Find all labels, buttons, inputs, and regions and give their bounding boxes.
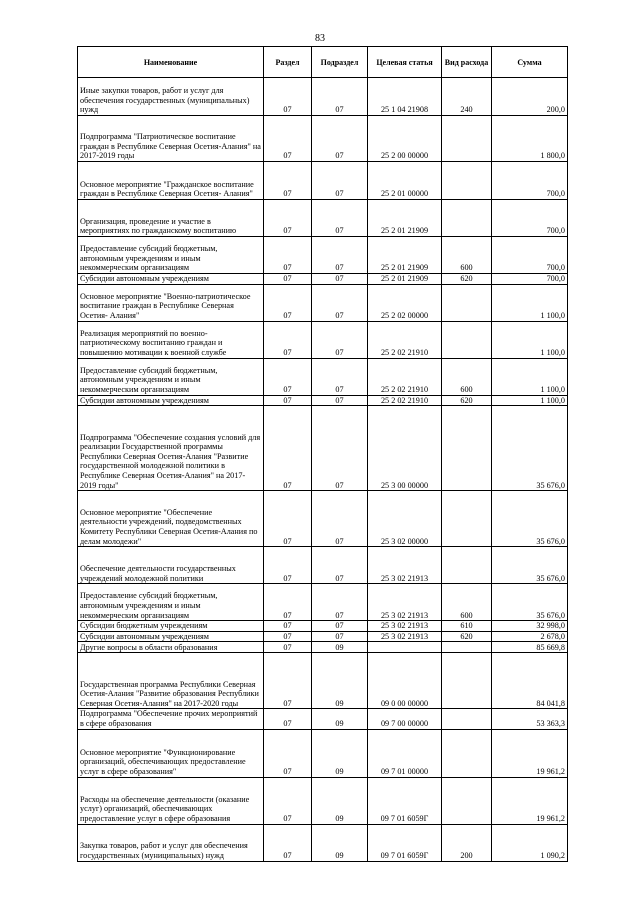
row-name: Подпрограмма "Обеспечение создания условий для реализации Государственной программы Республики Северная Осетия-Алания "Развитие государственной молодежной политики в Республике Северная Осетия-Алания" на 2017-2019 годы" [78, 406, 264, 491]
budget-table [77, 46, 568, 862]
row-name: Предоставление субсидий бюджетным, автономным учреждениям и иным некоммерческим организациям [78, 358, 264, 395]
row-target-article: 25 2 02 21910 [368, 321, 442, 358]
table-row [78, 621, 568, 632]
row-sum: 35 676,0 [492, 491, 568, 547]
table-row [78, 321, 568, 358]
row-sum: 53 363,3 [492, 709, 568, 729]
row-sum: 1 100,0 [492, 284, 568, 321]
row-sum: 1 090,2 [492, 824, 568, 861]
row-sum: 35 676,0 [492, 547, 568, 584]
header-name: Наименование [78, 47, 264, 78]
row-target-article: 25 3 02 00000 [368, 491, 442, 547]
row-subsection: 07 [312, 78, 368, 116]
row-section: 07 [264, 729, 312, 777]
row-target-article [368, 642, 442, 653]
row-expense-kind [442, 547, 492, 584]
row-subsection: 07 [312, 621, 368, 632]
row-target-article: 25 3 02 21913 [368, 631, 442, 642]
row-subsection: 07 [312, 631, 368, 642]
header-subsection: Подраздел [312, 47, 368, 78]
row-sum: 2 678,0 [492, 631, 568, 642]
row-sum: 19 961,2 [492, 777, 568, 824]
row-sum: 85 669,8 [492, 642, 568, 653]
row-target-article: 25 3 02 21913 [368, 584, 442, 621]
row-name: Иные закупки товаров, работ и услуг для обеспечения государственных (муниципальных) нужд [78, 78, 264, 116]
row-expense-kind [442, 116, 492, 162]
row-section: 07 [264, 642, 312, 653]
row-target-article: 25 3 02 21913 [368, 621, 442, 632]
row-section: 07 [264, 321, 312, 358]
row-name: Предоставление субсидий бюджетным, автономным учреждениям и иным некоммерческим организациям [78, 584, 264, 621]
row-name: Основное мероприятие "Гражданское воспитание граждан в Республике Северная Осетия- Алания" [78, 162, 264, 200]
table-row [78, 824, 568, 861]
row-section: 07 [264, 709, 312, 729]
row-expense-kind [442, 653, 492, 709]
row-section: 07 [264, 78, 312, 116]
row-name: Другие вопросы в области образования [78, 642, 264, 653]
table-row [78, 547, 568, 584]
row-subsection: 07 [312, 284, 368, 321]
row-expense-kind: 610 [442, 621, 492, 632]
row-target-article: 25 2 02 21910 [368, 395, 442, 406]
row-subsection: 07 [312, 358, 368, 395]
row-section: 07 [264, 162, 312, 200]
row-sum: 32 998,0 [492, 621, 568, 632]
row-section: 07 [264, 491, 312, 547]
row-expense-kind [442, 200, 492, 237]
row-expense-kind [442, 321, 492, 358]
row-sum: 35 676,0 [492, 406, 568, 491]
row-expense-kind: 620 [442, 274, 492, 285]
table-row [78, 78, 568, 116]
row-expense-kind: 200 [442, 824, 492, 861]
row-subsection: 07 [312, 547, 368, 584]
row-name: Предоставление субсидий бюджетным, автономным учреждениям и иным некоммерческим организациям [78, 237, 264, 274]
row-subsection: 07 [312, 491, 368, 547]
row-section: 07 [264, 547, 312, 584]
row-section: 07 [264, 777, 312, 824]
row-subsection: 09 [312, 824, 368, 861]
row-subsection: 07 [312, 162, 368, 200]
table-row [78, 274, 568, 285]
table-row [78, 653, 568, 709]
row-expense-kind [442, 162, 492, 200]
row-subsection: 09 [312, 653, 368, 709]
row-subsection: 07 [312, 321, 368, 358]
row-target-article: 25 1 04 21908 [368, 78, 442, 116]
row-expense-kind [442, 491, 492, 547]
table-row [78, 358, 568, 395]
row-sum: 1 100,0 [492, 358, 568, 395]
row-target-article: 09 7 01 6059Г [368, 824, 442, 861]
row-target-article: 25 3 00 00000 [368, 406, 442, 491]
row-target-article: 25 2 00 00000 [368, 116, 442, 162]
table-row [78, 284, 568, 321]
row-name: Основное мероприятие "Функционирование организаций, обеспечивающих предоставление услуг в сфере образования" [78, 729, 264, 777]
row-expense-kind [442, 729, 492, 777]
row-subsection: 07 [312, 395, 368, 406]
row-expense-kind [442, 709, 492, 729]
row-target-article: 09 0 00 00000 [368, 653, 442, 709]
row-target-article: 25 2 01 21909 [368, 237, 442, 274]
table-row [78, 729, 568, 777]
row-target-article: 25 2 02 00000 [368, 284, 442, 321]
row-expense-kind: 620 [442, 631, 492, 642]
row-expense-kind [442, 642, 492, 653]
row-section: 07 [264, 284, 312, 321]
table-row [78, 162, 568, 200]
table-row [78, 406, 568, 491]
row-subsection: 07 [312, 406, 368, 491]
row-expense-kind: 600 [442, 358, 492, 395]
table-row [78, 777, 568, 824]
row-subsection: 09 [312, 642, 368, 653]
row-sum: 700,0 [492, 200, 568, 237]
row-target-article: 09 7 01 00000 [368, 729, 442, 777]
row-name: Расходы на обеспечение деятельности (оказание услуг) организаций, обеспечивающих предоставление услуг в сфере образования [78, 777, 264, 824]
row-expense-kind: 600 [442, 584, 492, 621]
row-name: Организация, проведение и участие в мероприятиях по гражданскому воспитанию [78, 200, 264, 237]
row-section: 07 [264, 621, 312, 632]
row-section: 07 [264, 116, 312, 162]
row-name: Субсидии бюджетным учреждениям [78, 621, 264, 632]
row-subsection: 09 [312, 729, 368, 777]
row-section: 07 [264, 584, 312, 621]
header-expense-kind: Вид расхода [442, 47, 492, 78]
row-target-article: 25 2 01 21909 [368, 200, 442, 237]
row-name: Государственная программа Республики Северная Осетия-Алания "Развитие образования Республики Северная Осетия-Алания" на 2017-2020 годы [78, 653, 264, 709]
row-name: Основное мероприятие "Военно-патриотическое воспитание граждан в Республике Северная Осетия- Алания" [78, 284, 264, 321]
row-target-article: 25 2 01 00000 [368, 162, 442, 200]
row-section: 07 [264, 200, 312, 237]
row-subsection: 07 [312, 116, 368, 162]
row-expense-kind: 620 [442, 395, 492, 406]
row-sum: 19 961,2 [492, 729, 568, 777]
page-number: 83 [315, 33, 325, 44]
row-target-article: 09 7 01 6059Г [368, 777, 442, 824]
row-name: Субсидии автономным учреждениям [78, 395, 264, 406]
row-sum: 200,0 [492, 78, 568, 116]
header-section: Раздел [264, 47, 312, 78]
row-section: 07 [264, 406, 312, 491]
row-name: Подпрограмма "Патриотическое воспитание граждан в Республике Северная Осетия-Алания" на 2017-2019 годы [78, 116, 264, 162]
row-sum: 84 041,8 [492, 653, 568, 709]
row-name: Субсидии автономным учреждениям [78, 274, 264, 285]
row-target-article: 25 3 02 21913 [368, 547, 442, 584]
table-row [78, 395, 568, 406]
row-target-article: 25 2 02 21910 [368, 358, 442, 395]
row-section: 07 [264, 358, 312, 395]
table-row [78, 642, 568, 653]
row-sum: 1 800,0 [492, 116, 568, 162]
row-section: 07 [264, 653, 312, 709]
row-expense-kind [442, 284, 492, 321]
table-row [78, 709, 568, 729]
row-subsection: 09 [312, 709, 368, 729]
row-sum: 1 100,0 [492, 321, 568, 358]
row-section: 07 [264, 395, 312, 406]
row-subsection: 07 [312, 200, 368, 237]
row-section: 07 [264, 274, 312, 285]
row-expense-kind [442, 406, 492, 491]
row-sum: 700,0 [492, 274, 568, 285]
row-name: Субсидии автономным учреждениям [78, 631, 264, 642]
row-sum: 35 676,0 [492, 584, 568, 621]
table-row [78, 200, 568, 237]
row-target-article: 25 2 01 21909 [368, 274, 442, 285]
row-sum: 1 100,0 [492, 395, 568, 406]
table-row [78, 631, 568, 642]
table-row [78, 116, 568, 162]
row-name: Подпрограмма "Обеспечение прочих мероприятий в сфере образования [78, 709, 264, 729]
row-subsection: 07 [312, 274, 368, 285]
row-section: 07 [264, 237, 312, 274]
row-sum: 700,0 [492, 237, 568, 274]
row-name: Обеспечение деятельности государственных учреждений молодежной политики [78, 547, 264, 584]
row-target-article: 09 7 00 00000 [368, 709, 442, 729]
header-sum: Сумма [492, 47, 568, 78]
row-expense-kind: 600 [442, 237, 492, 274]
row-name: Закупка товаров, работ и услуг для обеспечения государственных (муниципальных) нужд [78, 824, 264, 861]
row-expense-kind: 240 [442, 78, 492, 116]
row-expense-kind [442, 777, 492, 824]
row-subsection: 07 [312, 237, 368, 274]
row-subsection: 07 [312, 584, 368, 621]
row-subsection: 09 [312, 777, 368, 824]
table-row [78, 237, 568, 274]
row-sum: 700,0 [492, 162, 568, 200]
row-section: 07 [264, 631, 312, 642]
header-target-article: Целевая статья [368, 47, 442, 78]
row-name: Основное мероприятие "Обеспечение деятельности учреждений, подведомственных Комитету Республики Северная Осетия-Алания по делам молодежи" [78, 491, 264, 547]
row-section: 07 [264, 824, 312, 861]
row-name: Реализация мероприятий по военно-патриотическому воспитанию граждан и повышению мотивации к военной службе [78, 321, 264, 358]
table-header-row [78, 47, 568, 78]
table-row [78, 584, 568, 621]
table-row [78, 491, 568, 547]
